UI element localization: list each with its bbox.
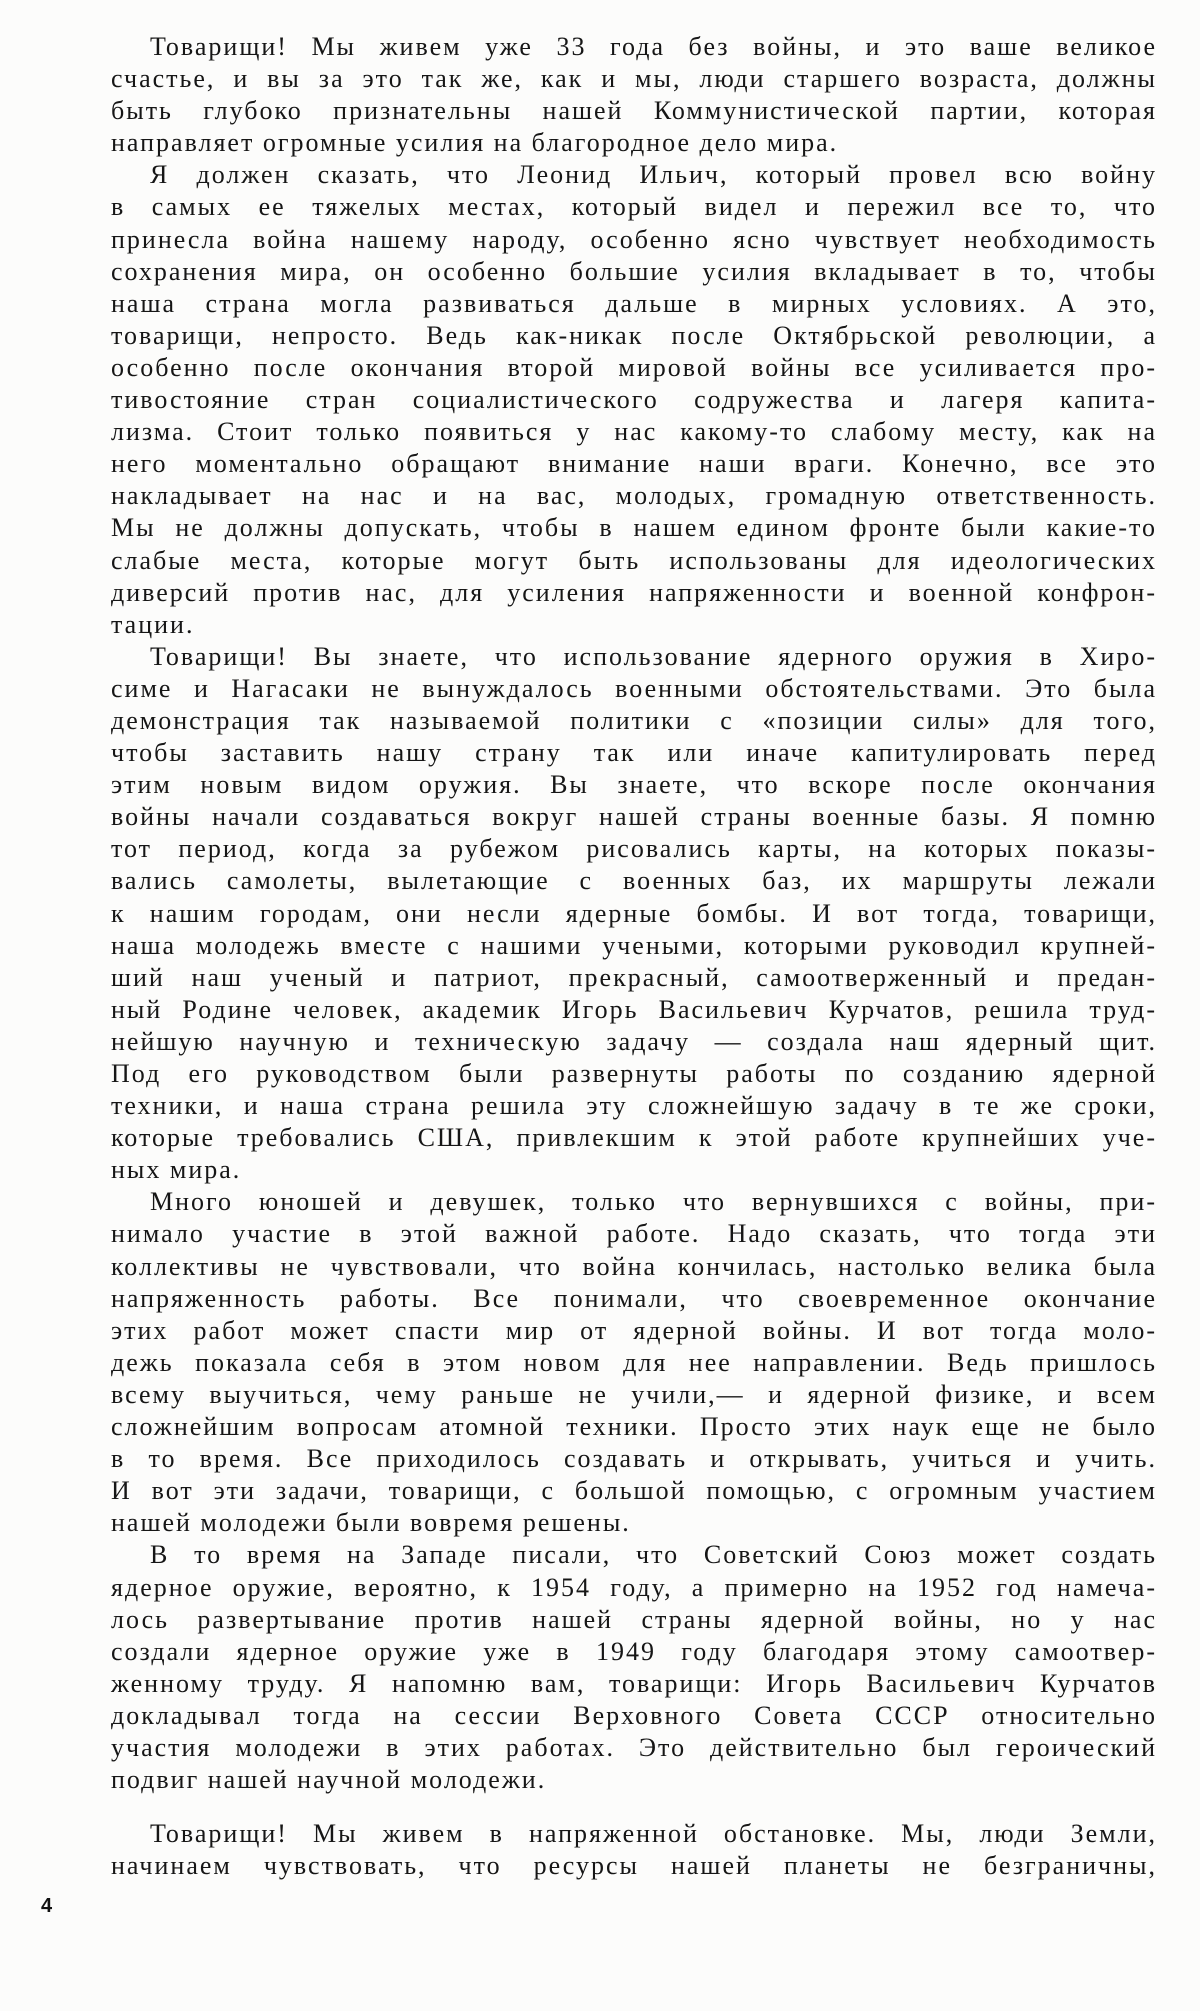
text-line: слабые места, которые могут быть использованы для идеологических bbox=[111, 545, 1157, 575]
text-line: тивостояние стран социалистического содружества и лагеря капита- bbox=[111, 385, 1157, 415]
text-line: создали ядерное оружие уже в 1949 году благодаря этому самоотвер- bbox=[111, 1636, 1157, 1666]
text-line: Товарищи! Мы живем уже 33 года без войны, и это ваше великое bbox=[150, 32, 1157, 61]
text-line: счастье, и вы за это так же, как и мы, люди старшего возраста, должны bbox=[111, 64, 1157, 94]
text-line: участия молодежи в этих работах. Это действительно был героический bbox=[111, 1732, 1157, 1762]
text-line: него моментально обращают внимание наши враги. Конечно, все это bbox=[111, 449, 1157, 479]
text-line: этих работ может спасти мир от ядерной войны. И вот тогда моло- bbox=[111, 1315, 1157, 1345]
text-line: особенно после окончания второй мировой войны все усиливается про- bbox=[111, 352, 1157, 382]
text-line: этим новым видом оружия. Вы знаете, что вскоре после окончания bbox=[111, 770, 1157, 800]
text-line: тот период, когда за рубежом рисовались карты, на которых показы- bbox=[111, 834, 1157, 864]
paragraph bbox=[111, 1818, 1157, 1882]
text-line: лось развертывание против нашей страны ядерной войны, но у нас bbox=[111, 1604, 1157, 1634]
text-line: женному труду. Я напомню вам, товарищи: Игорь Васильевич Курчатов bbox=[111, 1668, 1157, 1698]
page-body-text bbox=[111, 31, 1157, 1882]
paragraph bbox=[111, 1539, 1157, 1796]
text-line: направляет огромные усилия на благородное дело мира. bbox=[111, 128, 839, 158]
text-line: ных мира. bbox=[111, 1155, 242, 1185]
text-line: Товарищи! Вы знаете, что использование ядерного оружия в Хиро- bbox=[150, 641, 1157, 671]
text-line: нимало участие в этой важной работе. Надо сказать, что тогда эти bbox=[111, 1219, 1157, 1249]
text-line: тации. bbox=[111, 609, 195, 639]
text-line: демонстрация так называемой политики с «позиции силы» для того, bbox=[111, 705, 1157, 735]
text-line: ядерное оружие, вероятно, к 1954 году, а примерно на 1952 год намеча- bbox=[111, 1572, 1157, 1602]
text-line: Я должен сказать, что Леонид Ильич, который провел всю войну bbox=[150, 160, 1157, 190]
text-line: в самых ее тяжелых местах, который видел и пережил все то, что bbox=[111, 192, 1157, 222]
text-line: коллективы не чувствовали, что война кончилась, настолько велика была bbox=[111, 1251, 1157, 1281]
text-line: Под его руководством были развернуты работы по созданию ядерной bbox=[111, 1059, 1157, 1088]
text-line: Мы не должны допускать, чтобы в нашем едином фронте были какие-то bbox=[111, 513, 1157, 543]
text-line: войны начали создаваться вокруг нашей страны военные базы. Я помню bbox=[111, 802, 1157, 832]
text-line: которые требовались США, привлекшим к этой работе крупнейших уче- bbox=[111, 1123, 1157, 1153]
text-line: в то время. Все приходилось создавать и открывать, учиться и учить. bbox=[111, 1444, 1157, 1474]
paragraph bbox=[111, 641, 1157, 1187]
paragraph bbox=[111, 1186, 1157, 1539]
text-line: нейшую научную и техническую задачу — создала наш ядерный щит. bbox=[111, 1026, 1157, 1056]
text-line: напряженность работы. Все понимали, что своевременное окончание bbox=[111, 1283, 1157, 1313]
page-number: 4 bbox=[41, 1895, 53, 1917]
text-line: диверсий против нас, для усиления напряженности и военной конфрон- bbox=[111, 577, 1157, 607]
text-line: симе и Нагасаки не вынуждалось военными обстоятельствами. Это была bbox=[111, 673, 1157, 703]
text-line: лизма. Стоит только появиться у нас какому-то слабому месту, как на bbox=[111, 417, 1157, 447]
text-line: наша страна могла развиваться дальше в мирных условиях. А это, bbox=[111, 288, 1157, 318]
text-line: подвиг нашей научной молодежи. bbox=[111, 1765, 547, 1795]
text-line: Товарищи! Мы живем в напряженной обстановке. Мы, люди Земли, bbox=[150, 1819, 1157, 1849]
text-line: докладывал тогда на сессии Верховного Совета СССР относительно bbox=[111, 1700, 1157, 1730]
paragraph bbox=[111, 159, 1157, 640]
text-line: ный Родине человек, академик Игорь Васильевич Курчатов, решила труд- bbox=[111, 994, 1157, 1024]
text-line: к нашим городам, они несли ядерные бомбы. И вот тогда, товарищи, bbox=[111, 898, 1157, 928]
text-line: вались самолеты, вылетающие с военных баз, их маршруты лежали bbox=[111, 866, 1157, 896]
text-line: дежь показала себя в этом новом для нее направлении. Ведь пришлось bbox=[111, 1347, 1157, 1377]
text-line: сложнейшим вопросам атомной техники. Просто этих наук еще не было bbox=[111, 1412, 1157, 1442]
text-line: сохранения мира, он особенно большие усилия вкладывает в то, чтобы bbox=[111, 256, 1157, 286]
text-line: всему выучиться, чему раньше не учили,— и ядерной физике, и всем bbox=[111, 1379, 1157, 1409]
text-line: И вот эти задачи, товарищи, с большой помощью, с огромным участием bbox=[111, 1476, 1157, 1506]
text-line: принесла война нашему народу, особенно ясно чувствует необходимость bbox=[111, 224, 1157, 254]
text-line: наша молодежь вместе с нашими учеными, которыми руководил крупней- bbox=[111, 930, 1157, 960]
text-line: ший наш ученый и патриот, прекрасный, самоотверженный и предан- bbox=[111, 962, 1157, 992]
paragraph bbox=[111, 31, 1157, 159]
text-line: начинаем чувствовать, что ресурсы нашей планеты не безграничны, bbox=[111, 1851, 1157, 1881]
text-line: товарищи, непросто. Ведь как-никак после Октябрьской революции, а bbox=[111, 320, 1157, 350]
text-line: чтобы заставить нашу страну так или иначе капитулировать перед bbox=[111, 738, 1157, 768]
text-line: В то время на Западе писали, что Советский Союз может создать bbox=[150, 1540, 1157, 1570]
text-line: нашей молодежи были вовремя решены. bbox=[111, 1508, 631, 1538]
text-line: Много юношей и девушек, только что вернувшихся с войны, при- bbox=[150, 1187, 1157, 1217]
text-line: быть глубоко признательны нашей Коммунистической партии, которая bbox=[111, 96, 1157, 126]
text-line: техники, и наша страна решила эту сложнейшую задачу в те же сроки, bbox=[111, 1091, 1157, 1121]
text-line: накладывает на нас и на вас, молодых, громадную ответственность. bbox=[111, 481, 1157, 511]
